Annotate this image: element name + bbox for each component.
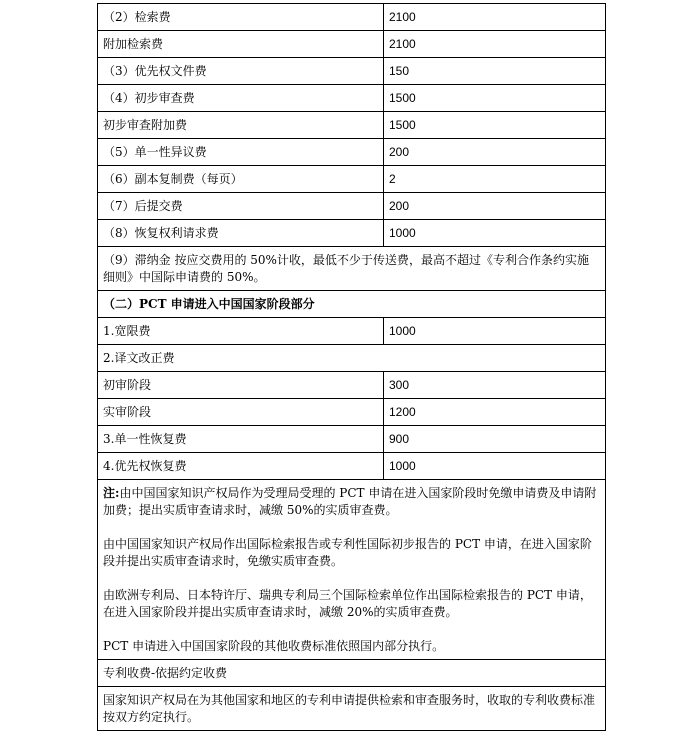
fee-label: （8）恢复权利请求费	[98, 220, 384, 247]
table-row	[98, 399, 606, 426]
table-row	[98, 139, 606, 166]
table-row	[98, 85, 606, 112]
fee-value: 1000	[384, 318, 606, 345]
fee-value: 1200	[384, 399, 606, 426]
fee-value: 2	[384, 166, 606, 193]
table-row	[98, 372, 606, 399]
late-fee-note: （9）滞纳金 按应交费用的 50%计收，最低不少于传送费，最高不超过《专利合作条约实施细则》中国际申请费的 50%。	[98, 247, 606, 291]
special-title-row	[98, 660, 606, 687]
fee-label: （4）初步审查费	[98, 85, 384, 112]
table-row	[98, 220, 606, 247]
fee-label: 附加检索费	[98, 31, 384, 58]
fee-value: 200	[384, 193, 606, 220]
fee-value: 300	[384, 372, 606, 399]
fee-value: 2100	[384, 31, 606, 58]
table-row	[98, 345, 606, 372]
fee-value: 900	[384, 426, 606, 453]
note-paragraph: 由欧洲专利局、日本特许厅、瑞典专利局三个国际检索单位作出国际检索报告的 PCT 申请，在进入国家阶段并提出实质审查请求时，减缴 20%的实质审查费。	[103, 588, 592, 619]
note-text: 由中国国家知识产权局作为受理局受理的 PCT 申请在进入国家阶段时免缴申请费及申请附加费；提出实质审查请求时，减缴 50%的实质审查费。	[103, 486, 597, 517]
table-row	[98, 31, 606, 58]
section-header-row	[98, 291, 606, 318]
table-row	[98, 112, 606, 139]
note-paragraph	[103, 485, 600, 519]
fee-label: 初审阶段	[98, 372, 384, 399]
notes-row	[98, 480, 606, 660]
table-row	[98, 426, 606, 453]
note-paragraph: PCT 申请进入中国国家阶段的其他收费标准依照国内部分执行。	[103, 639, 445, 653]
section-title: （二）PCT 申请进入中国国家阶段部分	[98, 291, 606, 318]
table-row	[98, 318, 606, 345]
table-row	[98, 58, 606, 85]
fee-label: （6）副本复制费（每页）	[98, 166, 384, 193]
fee-value: 1500	[384, 112, 606, 139]
fee-label: 3.单一性恢复费	[98, 426, 384, 453]
note-prefix: 注:	[103, 486, 120, 500]
fee-value: 150	[384, 58, 606, 85]
fee-value: 1000	[384, 453, 606, 480]
fee-label: （2）检索费	[98, 4, 384, 31]
special-text: 国家知识产权局在为其他国家和地区的专利申请提供检索和审查服务时，收取的专利收费标准按双方约定执行。	[98, 687, 606, 731]
fee-value: 1500	[384, 85, 606, 112]
table-row	[98, 453, 606, 480]
fee-label: 4.优先权恢复费	[98, 453, 384, 480]
fee-label: （5）单一性异议费	[98, 139, 384, 166]
table-row	[98, 4, 606, 31]
fee-value: 1000	[384, 220, 606, 247]
fee-label: 1.宽限费	[98, 318, 384, 345]
fee-label: 初步审查附加费	[98, 112, 384, 139]
notes-cell	[98, 480, 606, 660]
fee-label: （7）后提交费	[98, 193, 384, 220]
fee-value: 200	[384, 139, 606, 166]
fee-label: 实审阶段	[98, 399, 384, 426]
late-fee-row	[98, 247, 606, 291]
table-row	[98, 193, 606, 220]
fee-value: 2100	[384, 4, 606, 31]
translation-fee-title: 2.译文改正费	[98, 345, 606, 372]
fee-table	[97, 3, 606, 731]
special-text-row	[98, 687, 606, 731]
table-row	[98, 166, 606, 193]
note-paragraph: 由中国国家知识产权局作出国际检索报告或专利性国际初步报告的 PCT 申请，在进入国家阶段并提出实质审查请求时，免缴实质审查费。	[103, 537, 592, 568]
special-title: 专利收费-依据约定收费	[98, 660, 606, 687]
fee-label: （3）优先权文件费	[98, 58, 384, 85]
